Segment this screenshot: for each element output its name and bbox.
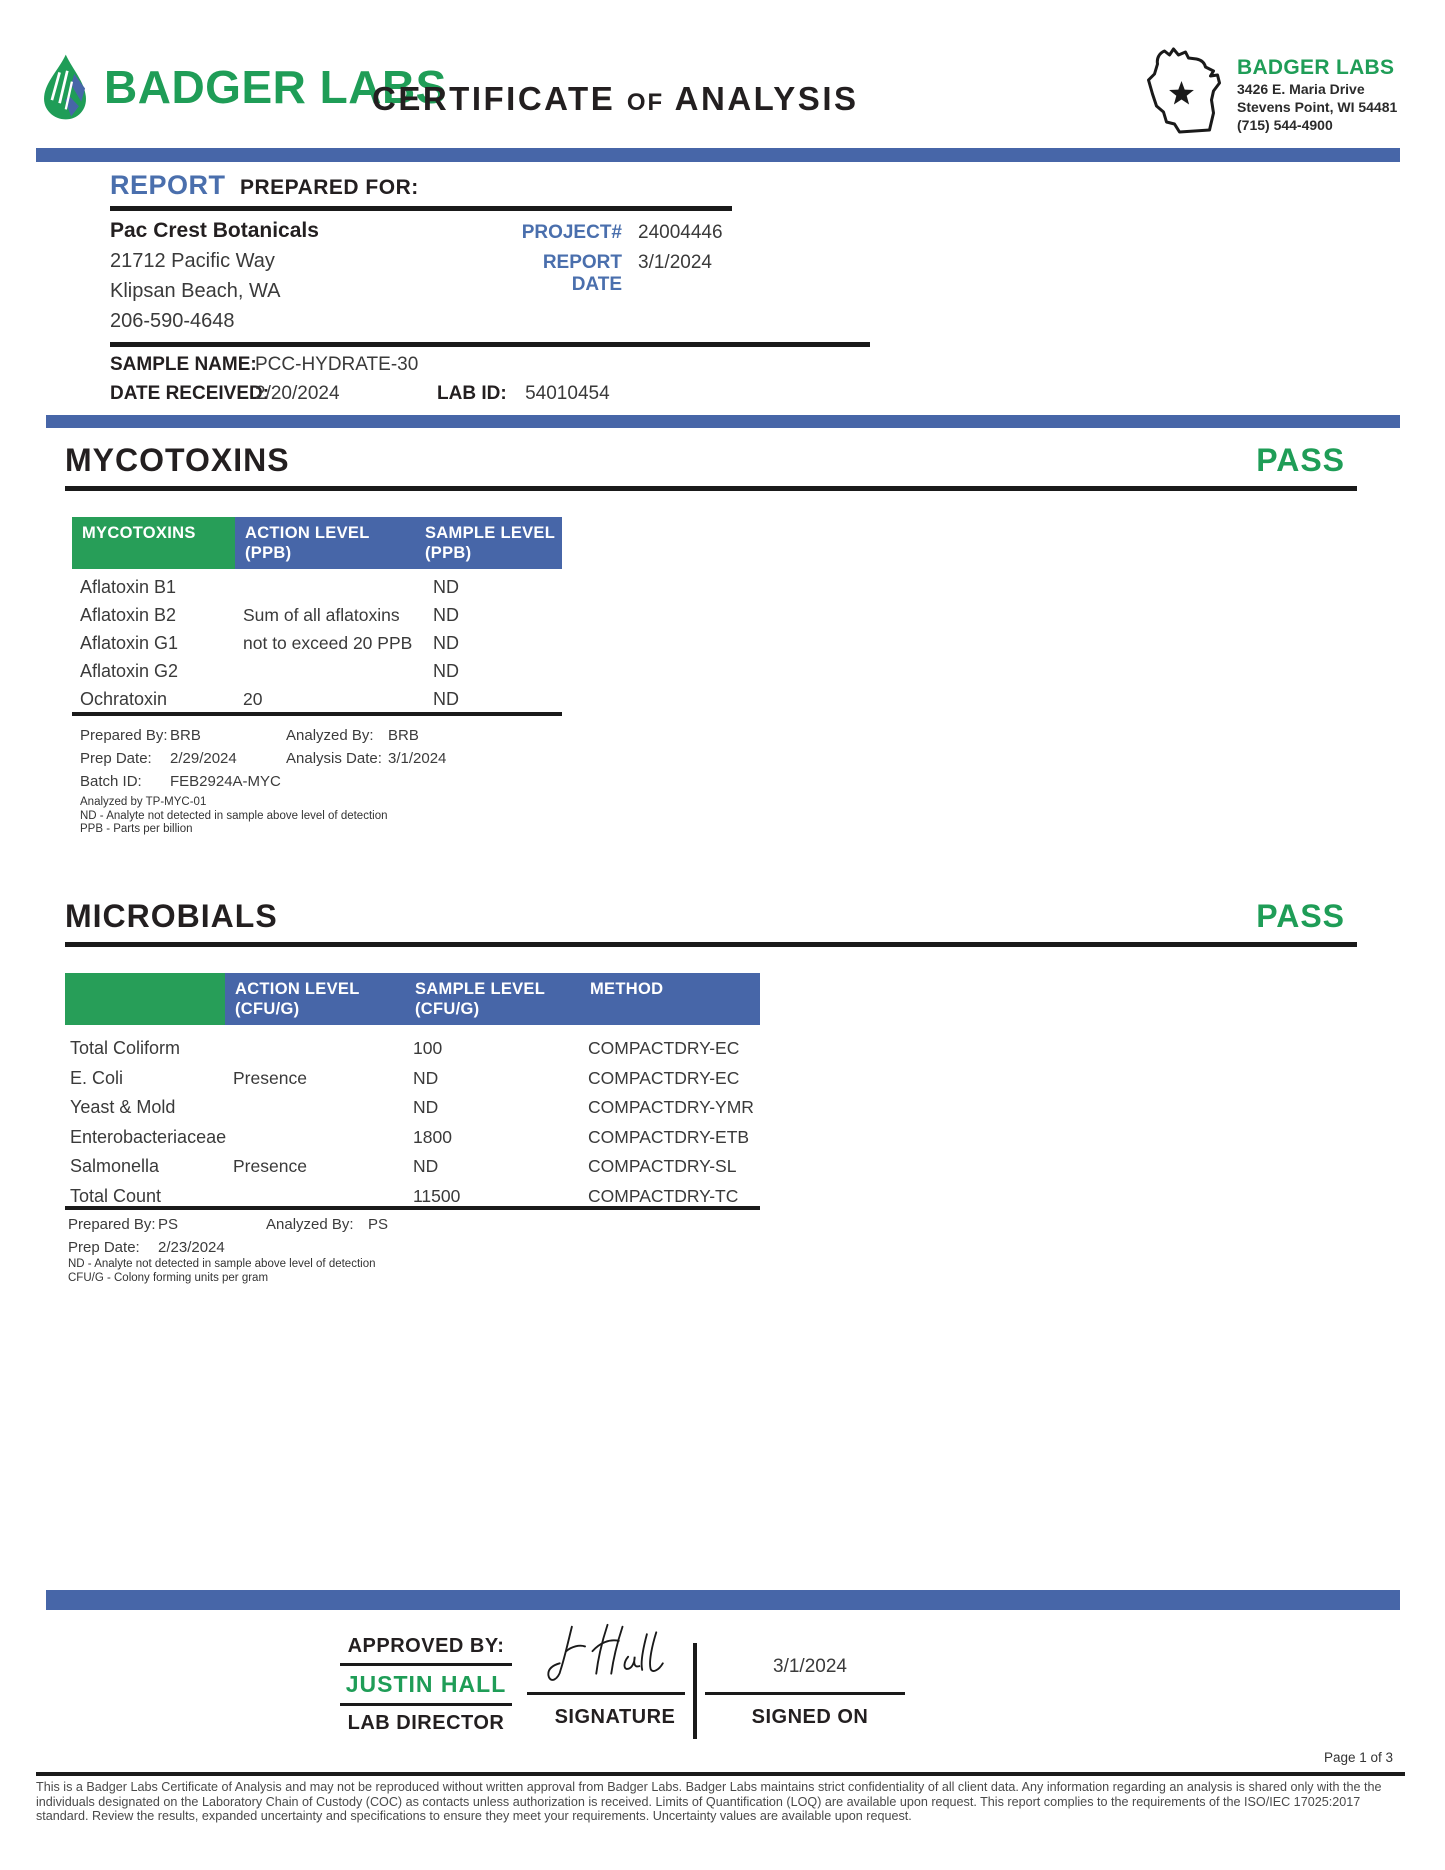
lab-address-line2: Stevens Point, WI 54481 [1237,99,1398,115]
analyte-cell: Ochratoxin [80,689,168,709]
sample-level-cell: ND [433,577,459,597]
prepared-by-label: Prepared By: [68,1216,156,1233]
prep-date-label: Prep Date: [80,750,152,767]
table-row [65,1186,760,1216]
table-row [72,577,562,605]
action-level-cell: 20 [243,689,263,709]
client-address2: Klipsan Beach, WA [110,280,281,302]
table-row [72,633,562,661]
divider [110,206,732,211]
mycotoxins-heading: MYCOTOXINS [65,442,290,478]
method-cell: COMPACTDRY-EC [588,1038,740,1058]
report-date-label: REPORT DATE [542,252,622,295]
method-cell: COMPACTDRY-TC [588,1185,739,1206]
prep-date-label: Prep Date: [68,1239,140,1256]
mycotoxins-table-header [72,517,562,569]
analyte-cell: Aflatoxin G1 [80,633,179,653]
project-number-value: 24004446 [638,222,723,243]
mycotoxins-table-body [72,577,562,717]
prep-date-value: 2/29/2024 [170,750,237,767]
microbials-footnotes [68,1258,376,1285]
prepared-by-value: BRB [170,727,201,744]
title-analysis: ANALYSIS [674,80,859,117]
table-row [65,1127,760,1157]
column-header-blank [65,973,225,1025]
signature-label: SIGNATURE [554,1706,676,1728]
column-header-sample-level: SAMPLE LEVEL (PPB) [415,517,562,569]
page-title [372,80,859,118]
report-prepared-for-heading [110,170,419,201]
action-level-cell: Sum of all aflatoxins [243,605,400,625]
sample-level-cell: ND [413,1067,439,1088]
batch-id-label: Batch ID: [80,773,142,790]
analyte-cell: Aflatoxin G2 [80,661,179,681]
sample-level-cell: 1800 [413,1126,452,1147]
lab-id-value: 54010454 [525,383,610,404]
project-info-block [500,222,723,296]
sample-name-value: PCC-HYDRATE-30 [255,354,419,375]
approver-title: LAB DIRECTOR [347,1712,505,1734]
mycotoxins-meta [80,727,446,790]
batch-id-value: FEB2924A-MYC [170,773,281,790]
approver-name: JUSTIN HALL [345,1671,507,1697]
signature-line [527,1692,685,1695]
client-info-block [110,216,319,336]
footnote: ND - Analyte not detected in sample above level of detection [80,809,388,822]
analyte-cell: Total Count [70,1185,162,1206]
analyte-cell: Salmonella [70,1156,160,1176]
analyte-cell: Total Coliform [70,1038,181,1058]
wisconsin-map-icon [1133,42,1229,142]
sample-level-cell: 100 [413,1038,443,1058]
analyte-cell: Aflatoxin B2 [80,605,177,625]
title-of: OF [626,89,665,116]
approval-block [340,1635,512,1735]
microbials-status-badge: PASS [1256,898,1345,934]
disclaimer-text: This is a Badger Labs Certificate of Analysis and may not be reproduced without written approval from Badger Labs. Badger Labs maintains strict confidentiality of all client data. Any information regarding an analysis is shared only with the the individuals designated on the Laboratory Chain of Custody (COC) as contacts unless authorization is received. Limits of Quantification (LOQ) are available upon request. This report complies to the requirements of the ISO/IEC 17025:2017 standard. Review the results, expanded uncertainty and specifications to ensure they meet your requirements. Uncertainty values are available upon request. [36,1780,1382,1824]
prepared-by-value: PS [158,1216,179,1233]
microbials-heading: MICROBIALS [65,898,278,934]
analyte-cell: Yeast & Mold [70,1097,176,1117]
signature-image [540,1614,690,1692]
divider [693,1643,697,1739]
report-label: REPORT [110,170,226,200]
brand-name: BADGER LABS [104,61,447,113]
column-header-sample-level: SAMPLE LEVEL (CFU/G) [405,973,580,1025]
sample-name-label: SAMPLE NAME: [110,354,257,375]
page-number: Page 1 of 3 [1323,1750,1393,1765]
signed-on-date: 3/1/2024 [773,1656,847,1677]
lab-phone: (715) 544-4900 [1237,117,1333,133]
analysis-date-value: 3/1/2024 [388,750,447,767]
date-received-label: DATE RECEIVED: [110,383,270,404]
prepared-by-label: Prepared By: [80,727,168,744]
client-phone: 206-590-4648 [110,310,235,332]
column-header-method: METHOD [580,973,760,1025]
mycotoxins-footnotes [80,796,388,837]
table-row [72,605,562,633]
table-bottom-rule [72,712,562,716]
microbials-meta [68,1216,388,1256]
divider [65,486,1357,491]
action-level-cell: Presence [233,1067,307,1088]
mycotoxins-status-badge: PASS [1256,442,1345,478]
header-divider-bar [36,148,1400,162]
table-row [65,1156,760,1186]
footnote: CFU/G - Colony forming units per gram [68,1271,269,1284]
project-number-label: PROJECT# [521,222,622,243]
analyzed-by-label: Analyzed By: [286,727,374,744]
lab-name: BADGER LABS [1237,56,1395,79]
divider [36,1772,1405,1776]
lab-id-label: LAB ID: [437,383,507,404]
date-received-row [110,383,340,405]
column-header-mycotoxins: MYCOTOXINS [72,517,235,569]
analysis-date-label: Analysis Date: [286,750,382,767]
badger-labs-logo-icon [38,52,92,122]
divider [110,342,870,347]
method-cell: COMPACTDRY-YMR [588,1097,754,1117]
title-certificate: CERTIFICATE [372,80,616,117]
approved-by-label: APPROVED BY: [347,1635,505,1657]
analyte-cell: Aflatoxin B1 [80,577,177,597]
sample-level-cell: ND [433,633,459,653]
sample-level-cell: ND [413,1097,439,1117]
analyte-cell: E. Coli [70,1067,124,1088]
footer-divider-bar [46,1590,1400,1610]
lab-id-row [437,383,610,405]
date-received-value: 2/20/2024 [255,383,340,404]
footnote: PPB - Parts per billion [80,823,193,835]
microbials-table-body [65,1038,760,1215]
table-row [72,661,562,689]
prep-date-value: 2/23/2024 [158,1239,225,1256]
footnote: Analyzed by TP-MYC-01 [80,796,207,808]
signed-on-label: SIGNED ON [751,1706,869,1728]
table-row [65,1038,760,1068]
prepared-for-label: PREPARED FOR: [239,176,419,199]
sample-level-cell: ND [433,661,459,681]
lab-address-line1: 3426 E. Maria Drive [1237,81,1365,97]
table-bottom-rule [65,1206,760,1210]
sample-level-cell: 11500 [413,1185,461,1206]
column-header-action-level: ACTION LEVEL (PPB) [235,517,415,569]
analyte-cell: Enterobacteriaceae [70,1126,227,1147]
action-level-cell: Presence [233,1156,307,1176]
method-cell: COMPACTDRY-SL [588,1156,737,1176]
footnote: ND - Analyte not detected in sample above level of detection [68,1258,376,1270]
action-level-cell: not to exceed 20 PPB [243,633,413,653]
method-cell: COMPACTDRY-EC [588,1067,740,1088]
table-row [65,1068,760,1098]
section-divider-bar [46,415,1400,428]
microbials-table-header [65,973,760,1025]
table-row [65,1097,760,1127]
report-date-value: 3/1/2024 [638,252,712,273]
client-name: Pac Crest Botanicals [110,219,319,242]
signed-on-line [705,1692,905,1695]
lab-address-block [1133,42,1397,142]
method-cell: COMPACTDRY-ETB [588,1126,750,1147]
sample-level-cell: ND [433,689,459,709]
client-address1: 21712 Pacific Way [110,250,275,272]
analyzed-by-value: BRB [388,727,419,744]
sample-level-cell: ND [433,605,459,625]
analyzed-by-value: PS [368,1216,389,1233]
sample-level-cell: ND [413,1156,439,1176]
divider [65,942,1357,947]
column-header-action-level: ACTION LEVEL (CFU/G) [225,973,405,1025]
analyzed-by-label: Analyzed By: [266,1216,354,1233]
sample-name-row [110,354,419,376]
